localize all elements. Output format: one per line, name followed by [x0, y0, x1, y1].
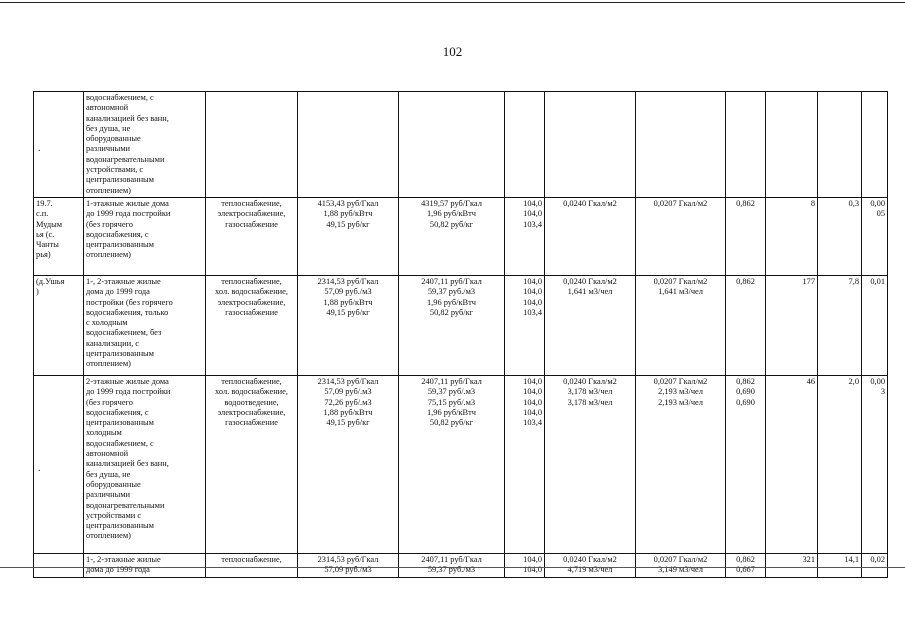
coefficient-cell — [726, 375, 766, 553]
row-number-text: 19.7. с.п. Мудым ья (с. Чанты рья) — [36, 198, 63, 260]
tariff-new-text: 2407,11 руб/Гкал 59,37 руб/.м3 75,15 руб/.м3 1,96 руб/кВтч 50,82 руб/кг — [421, 376, 482, 428]
share-cell — [818, 92, 862, 198]
table-row — [34, 275, 888, 375]
share-cell — [818, 275, 862, 375]
consumption-norm-new-cell — [636, 197, 726, 275]
row-number-cell — [34, 197, 84, 275]
tariff-current-cell — [298, 197, 399, 275]
share-cell — [818, 553, 862, 577]
tariff-current-cell — [298, 553, 399, 577]
tariff-current-text: 2314,53 руб/Гкал 57,09 руб./м3 — [317, 554, 379, 575]
ratio-cell — [862, 553, 888, 577]
housing-description-cell — [84, 553, 206, 577]
consumption-norm-new-text: 0,0207 Гкал/м2 3,149 м3/чел — [653, 554, 708, 575]
ratio-text: 0,00 05 — [870, 198, 885, 219]
households-count-text: 8 — [810, 198, 815, 208]
table-row — [34, 197, 888, 275]
growth-index-cell — [505, 275, 545, 375]
services-text: теплоснабжение, электроснабжение, газоснабжение — [217, 198, 286, 229]
row-bullet-mark: . — [38, 463, 41, 475]
top-scan-border — [0, 2, 905, 3]
services-cell — [206, 553, 298, 577]
share-text: 14,1 — [844, 554, 859, 564]
table-row — [34, 553, 888, 577]
tariff-current-cell — [298, 375, 399, 553]
tariff-current-text: 2314,53 руб/Гкал 57,09 руб/.м3 72,26 руб/.м3 1,88 руб/кВтч 49,15 руб/кг — [317, 376, 379, 428]
services-cell — [206, 275, 298, 375]
coefficient-text: 0,862 — [736, 198, 755, 208]
page-cut-edge — [0, 567, 905, 568]
services-text: теплоснабжение, хол. водоснабжение, водоотведение, электроснабжение, газоснабжение — [215, 376, 288, 428]
share-text: 7,8 — [848, 276, 859, 286]
coefficient-text: 0,862 0,667 — [736, 554, 755, 575]
coefficient-cell — [726, 197, 766, 275]
tariff-new-cell — [399, 92, 505, 198]
share-cell — [818, 375, 862, 553]
households-count-text: 46 — [806, 376, 815, 386]
consumption-norm-text: 0,0240 Гкал/м2 3,178 м3/чел 3,178 м3/чел — [563, 376, 617, 407]
consumption-norm-cell — [545, 275, 636, 375]
households-count-text: 321 — [802, 554, 815, 564]
households-count-text: 177 — [802, 276, 815, 286]
row-number-cell — [34, 92, 84, 198]
coefficient-cell — [726, 553, 766, 577]
table-row — [34, 92, 888, 198]
tariff-new-cell — [399, 197, 505, 275]
services-cell — [206, 197, 298, 275]
growth-index-text: 104,0 104,0 104,0 104,0 103,4 — [523, 376, 542, 428]
consumption-norm-new-cell — [636, 275, 726, 375]
coefficient-cell — [726, 92, 766, 198]
housing-description-text: 1-этажные жилые дома до 1999 года постройки (без горячего водоснабжения, с централизованным отоплением) — [86, 198, 171, 260]
tariff-current-cell — [298, 275, 399, 375]
tariff-new-cell — [399, 553, 505, 577]
ratio-cell — [862, 375, 888, 553]
consumption-norm-new-cell — [636, 375, 726, 553]
tariff-new-text: 2407,11 руб/Гкал 59,37 руб./м3 1,96 руб/кВтч 50,82 руб/кг — [421, 276, 482, 317]
consumption-norm-cell — [545, 553, 636, 577]
ratio-cell — [862, 92, 888, 198]
households-count-cell — [766, 553, 818, 577]
consumption-norm-text: 0,0240 Гкал/м2 4,719 м3/чел — [563, 554, 617, 575]
row-number-cell — [34, 275, 84, 375]
growth-index-text: 104,0 104,0 104,0 103,4 — [523, 276, 542, 317]
row-bullet-mark: . — [38, 143, 41, 155]
row-number-cell — [34, 375, 84, 553]
consumption-norm-text: 0,0240 Гкал/м2 — [563, 198, 617, 208]
households-count-cell — [766, 197, 818, 275]
consumption-norm-cell — [545, 375, 636, 553]
tariff-table — [33, 91, 888, 578]
housing-description-text: 2-этажные жилые дома до 1999 года постройки (без горячего водоснабжения, с централизованным холодным водоснабжением, с автономной канализацией без ванн, без душа, не оборудованные различными водонагревательными устройствами с централизованным отоплением) — [86, 376, 171, 541]
coefficient-text: 0,862 0,690 0,690 — [736, 376, 755, 407]
share-text: 2,0 — [848, 376, 859, 386]
row-number-text: (д.Ушья ) — [36, 276, 65, 297]
tariff-current-text: 2314,53 руб/Гкал 57,09 руб./м3 1,88 руб/кВтч 49,15 руб/кг — [317, 276, 379, 317]
services-text: теплоснабжение, — [221, 554, 282, 564]
households-count-cell — [766, 92, 818, 198]
consumption-norm-new-cell — [636, 92, 726, 198]
housing-description-cell — [84, 375, 206, 553]
consumption-norm-text: 0,0240 Гкал/м2 1,641 м3/чел — [563, 276, 617, 297]
tariff-current-cell — [298, 92, 399, 198]
housing-description-cell — [84, 197, 206, 275]
consumption-norm-new-text: 0,0207 Гкал/м2 1,641 м3/чел — [653, 276, 708, 297]
growth-index-text: 104,0 104,0 103,4 — [523, 198, 542, 229]
consumption-norm-new-text: 0,0207 Гкал/м2 2,193 м3/чел 2,193 м3/чел — [653, 376, 708, 407]
households-count-cell — [766, 375, 818, 553]
services-text: теплоснабжение, хол. водоснабжение, электроснабжение, газоснабжение — [215, 276, 288, 317]
row-number-cell — [34, 553, 84, 577]
ratio-text: 0,01 — [870, 276, 885, 286]
housing-description-text: 1-, 2-этажные жилые дома до 1999 года постройки (без горячего водоснабжения, только с холодным водоснабжением, без канализации, с централизованным отоплением) — [86, 276, 173, 369]
consumption-norm-new-text: 0,0207 Гкал/м2 — [653, 198, 708, 208]
housing-description-cell — [84, 275, 206, 375]
consumption-norm-new-cell — [636, 553, 726, 577]
share-text: 0,3 — [848, 198, 859, 208]
households-count-cell — [766, 275, 818, 375]
tariff-new-cell — [399, 275, 505, 375]
housing-description-text: 1-, 2-этажные жилые дома до 1999 года — [86, 554, 161, 575]
tariff-new-text: 2407,11 руб/Гкал 59,37 руб./м3 — [421, 554, 482, 575]
tariff-new-text: 4319,57 руб/Гкал 1,96 руб/кВтч 50,82 руб/кг — [421, 198, 482, 229]
page-number: 102 — [442, 44, 463, 59]
housing-description-cell — [84, 92, 206, 198]
housing-description-text: водоснабжением, с автономной канализацией без ванн, без душа, не оборудованные различными водонагревательными устройствами, с централизованным отоплением) — [86, 93, 169, 195]
ratio-cell — [862, 197, 888, 275]
services-cell — [206, 92, 298, 198]
table-row — [34, 375, 888, 553]
growth-index-cell — [505, 197, 545, 275]
growth-index-text: 104,0 104,0 — [523, 554, 542, 575]
ratio-text: 0,00 3 — [870, 376, 885, 397]
coefficient-cell — [726, 275, 766, 375]
growth-index-cell — [505, 375, 545, 553]
coefficient-text: 0,862 — [736, 276, 755, 286]
consumption-norm-cell — [545, 197, 636, 275]
growth-index-cell — [505, 92, 545, 198]
ratio-text: 0,02 — [870, 554, 885, 564]
ratio-cell — [862, 275, 888, 375]
services-cell — [206, 375, 298, 553]
share-cell — [818, 197, 862, 275]
consumption-norm-cell — [545, 92, 636, 198]
tariff-current-text: 4153,43 руб/Гкал 1,88 руб/кВтч 49,15 руб/кг — [317, 198, 379, 229]
growth-index-cell — [505, 553, 545, 577]
tariff-new-cell — [399, 375, 505, 553]
